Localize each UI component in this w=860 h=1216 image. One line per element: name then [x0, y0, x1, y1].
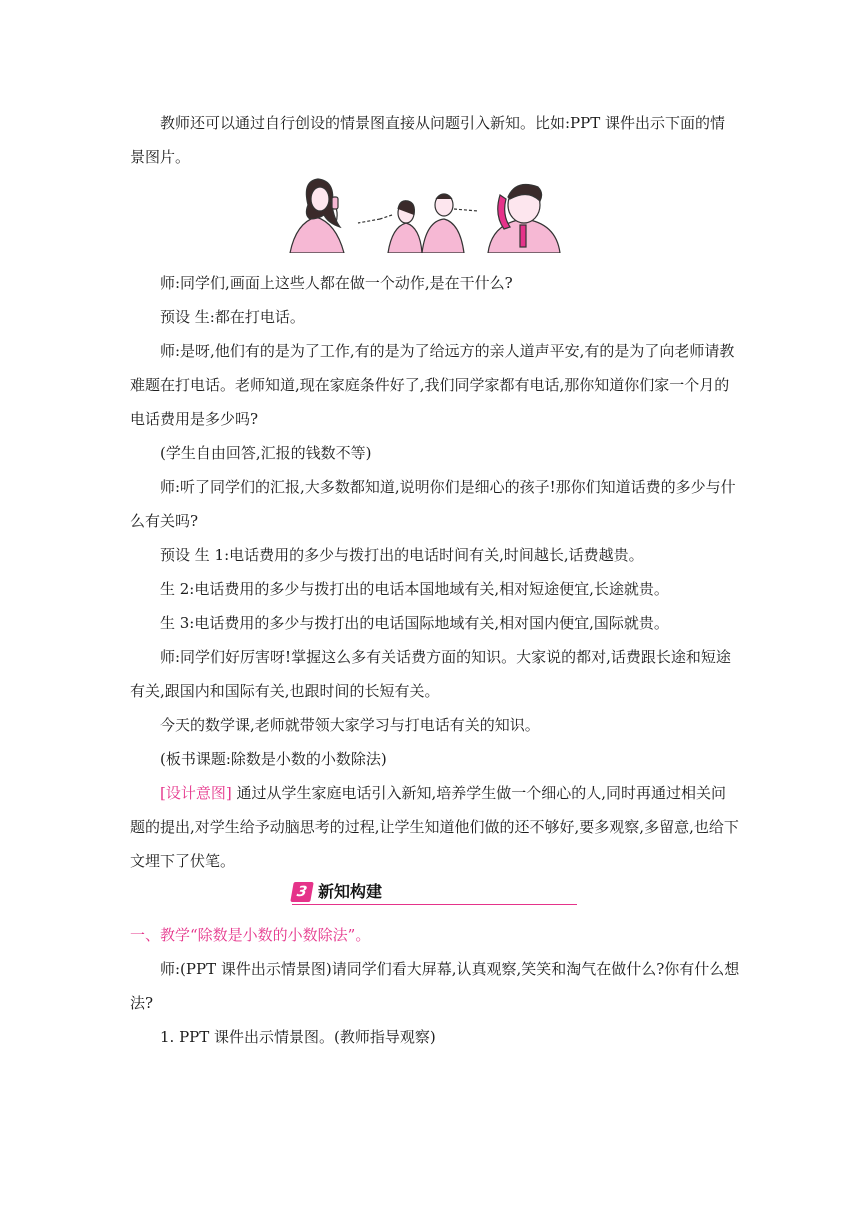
- paragraph-teacher-question: 师:同学们,画面上这些人都在做一个动作,是在干什么?: [160, 274, 513, 292]
- section-underline: [292, 904, 577, 905]
- paragraph-teacher-ppt: 师:(PPT 课件出示情景图)请同学们看大屏幕,认真观察,笑笑和淘气在做什么?你有什么想法?: [130, 960, 740, 1012]
- section-title: 新知构建: [318, 882, 383, 901]
- paragraph-student-2: 生 2:电话费用的多少与拨打出的电话本国地域有关,相对短途便宜,长途就贵。: [160, 580, 669, 598]
- design-intent-tag: [设计意图]: [160, 784, 232, 802]
- paragraph-teacher-summary: 师:同学们好厉害呀!掌握这么多有关话费方面的知识。大家说的都对,话费跟长途和短途有关,跟国内和国际有关,也跟时间的长短有关。: [130, 648, 731, 700]
- paragraph-teacher-phone-cost: 师:是呀,他们有的是为了工作,有的是为了给远方的亲人道声平安,有的是为了向老师请教难题在打电话。老师知道,现在家庭条件好了,我们同学家都有电话,那你知道你们家一个月的电话费用是多少吗?: [130, 342, 735, 428]
- paragraph-student-answers: (学生自由回答,汇报的钱数不等): [160, 444, 372, 462]
- woman-on-phone-figure: [290, 179, 344, 253]
- design-intent-text: 通过从学生家庭电话引入新知,培养学生做一个细心的人,同时再通过相关问题的提出,对学生给予动脑思考的过程,让学生知道他们做的还不够好,要多观察,多留意,也给下文埋下了伏笔。: [130, 784, 739, 870]
- section-number-badge: 3: [290, 882, 314, 902]
- phone-call-illustration: [288, 175, 564, 253]
- man-on-phone-figure: [488, 185, 560, 253]
- paragraph-step-1: 1. PPT 课件出示情景图。(教师指导观察): [160, 1028, 436, 1046]
- two-children-with-can-phone-figure: [358, 194, 478, 253]
- paragraph-expected-answer: 预设 生:都在打电话。: [160, 308, 305, 326]
- subsection-heading: 一、教学“除数是小数的小数除法”。: [130, 926, 371, 944]
- paragraph-board-title: (板书课题:除数是小数的小数除法): [160, 750, 387, 768]
- paragraph-intro: 教师还可以通过自行创设的情景图直接从问题引入新知。比如:PPT 课件出示下面的情景图片。: [130, 114, 726, 166]
- paragraph-design-intent: [130, 776, 740, 878]
- paragraph-student-3: 生 3:电话费用的多少与拨打出的电话国际地域有关,相对国内便宜,国际就贵。: [160, 614, 669, 632]
- paragraph-lesson-intro: 今天的数学课,老师就带领大家学习与打电话有关的知识。: [160, 716, 540, 734]
- paragraph-teacher-followup: 师:听了同学们的汇报,大多数都知道,说明你们是细心的孩子!那你们知道话费的多少与什么有关吗?: [130, 478, 736, 530]
- paragraph-student-1: 预设 生 1:电话费用的多少与拨打出的电话时间有关,时间越长,话费越贵。: [160, 546, 644, 564]
- section-header: [292, 879, 577, 907]
